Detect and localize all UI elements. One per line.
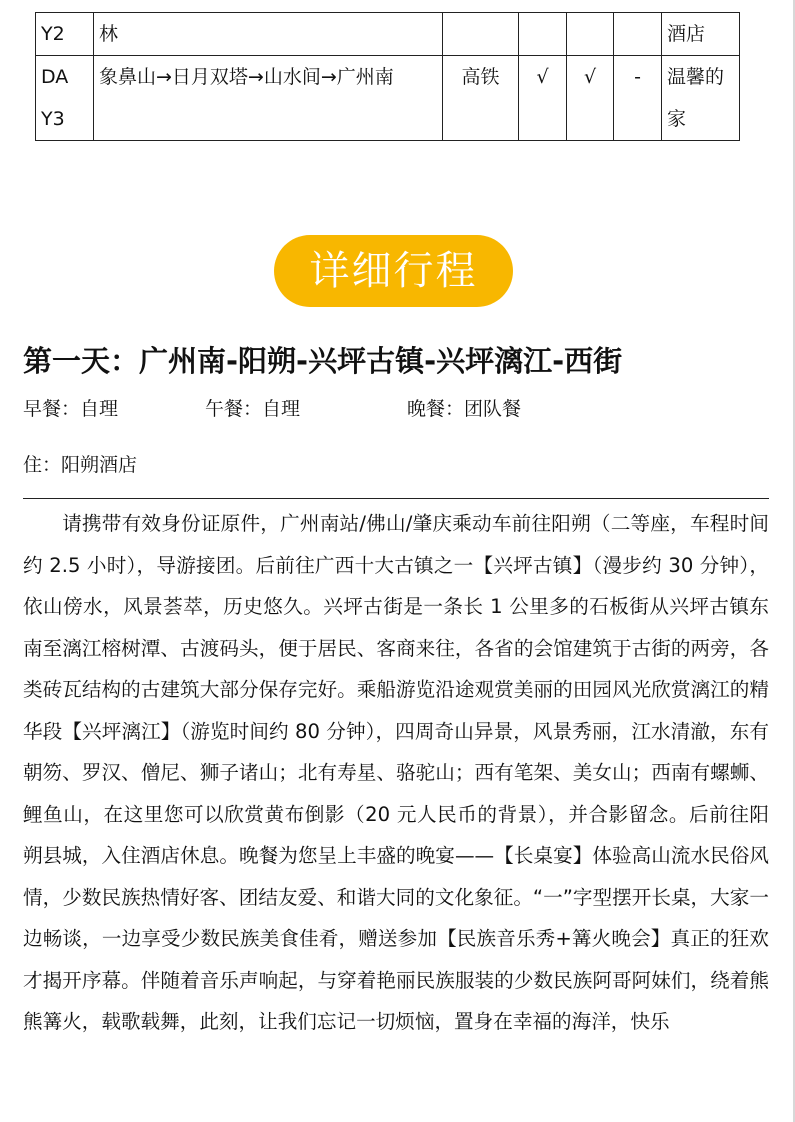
day-cell: DA Y3 — [36, 56, 94, 141]
route-cell: 象鼻山→日月双塔→山水间→广州南 — [94, 56, 443, 141]
table-row — [36, 56, 740, 141]
breakfast-cell: √ — [519, 56, 567, 141]
transport-cell — [443, 13, 519, 56]
transport-cell: 高铁 — [443, 56, 519, 141]
dinner-cell: - — [614, 56, 662, 141]
table-row — [36, 13, 740, 56]
route-cell: 林 — [94, 13, 443, 56]
lunch-label: 午餐：自理 — [205, 398, 301, 420]
dinner-label: 晚餐：团队餐 — [407, 398, 522, 420]
hotel-cell: 温馨的家 — [662, 56, 740, 141]
breakfast-label: 早餐：自理 — [23, 398, 119, 420]
lunch-cell: √ — [567, 56, 614, 141]
meals-row — [23, 392, 773, 426]
lunch-cell — [567, 13, 614, 56]
hotel-cell: 酒店 — [662, 13, 740, 56]
day-title: 第一天：广州南-阳朔-兴坪古镇-兴坪漓江-西街 — [23, 344, 623, 378]
itinerary-table — [35, 12, 740, 141]
breakfast-cell — [519, 13, 567, 56]
section-badge: 详细行程 — [274, 235, 513, 307]
day-description: 请携带有效身份证原件，广州南站/佛山/肇庆乘动车前往阳朔（二等座，车程时间约 2.5 小时），导游接团。后前往广西十大古镇之一【兴坪古镇】（漫步约 30 分钟），依山傍水，风景荟萃，历史悠久。兴坪古街是一条长 1 公里多的石板街从兴坪古镇东南至漓江榕树潭、古渡码头，便于居民、客商来往，各省的会馆建筑于古街的两旁，各类砖瓦结构的古建筑大部分保存完好。乘船游览沿途观赏美丽的田园风光欣赏漓江的精华段【兴坪漓江】（游览时间约 80 分钟），四周奇山异景，风景秀丽，江水清澈，东有朝笏、罗汉、僧尼、狮子诸山；北有寿星、骆驼山；西有笔架、美女山；西南有螺蛳、鲤鱼山，在这里您可以欣赏黄布倒影（20 元人民币的背景），并合影留念。后前往阳朔县城，入住酒店休息。晚餐为您呈上丰盛的晚宴——【长桌宴】体验高山流水民俗风情，少数民族热情好客、团结友爱、和谐大同的文化象征。“一”字型摆开长桌，大家一边畅谈，一边享受少数民族美食佳肴，赠送参加【民族音乐秀+篝火晚会】真正的狂欢才揭开序幕。伴随着音乐声响起，与穿着艳丽民族服装的少数民族阿哥阿妹们，绕着熊熊篝火，载歌载舞，此刻，让我们忘记一切烦恼，置身在幸福的海洋，快乐 — [23, 512, 769, 1033]
divider — [23, 498, 769, 499]
day-cell: Y2 — [36, 13, 94, 56]
accommodation-label: 住：阳朔酒店 — [23, 454, 138, 476]
dinner-cell — [614, 13, 662, 56]
